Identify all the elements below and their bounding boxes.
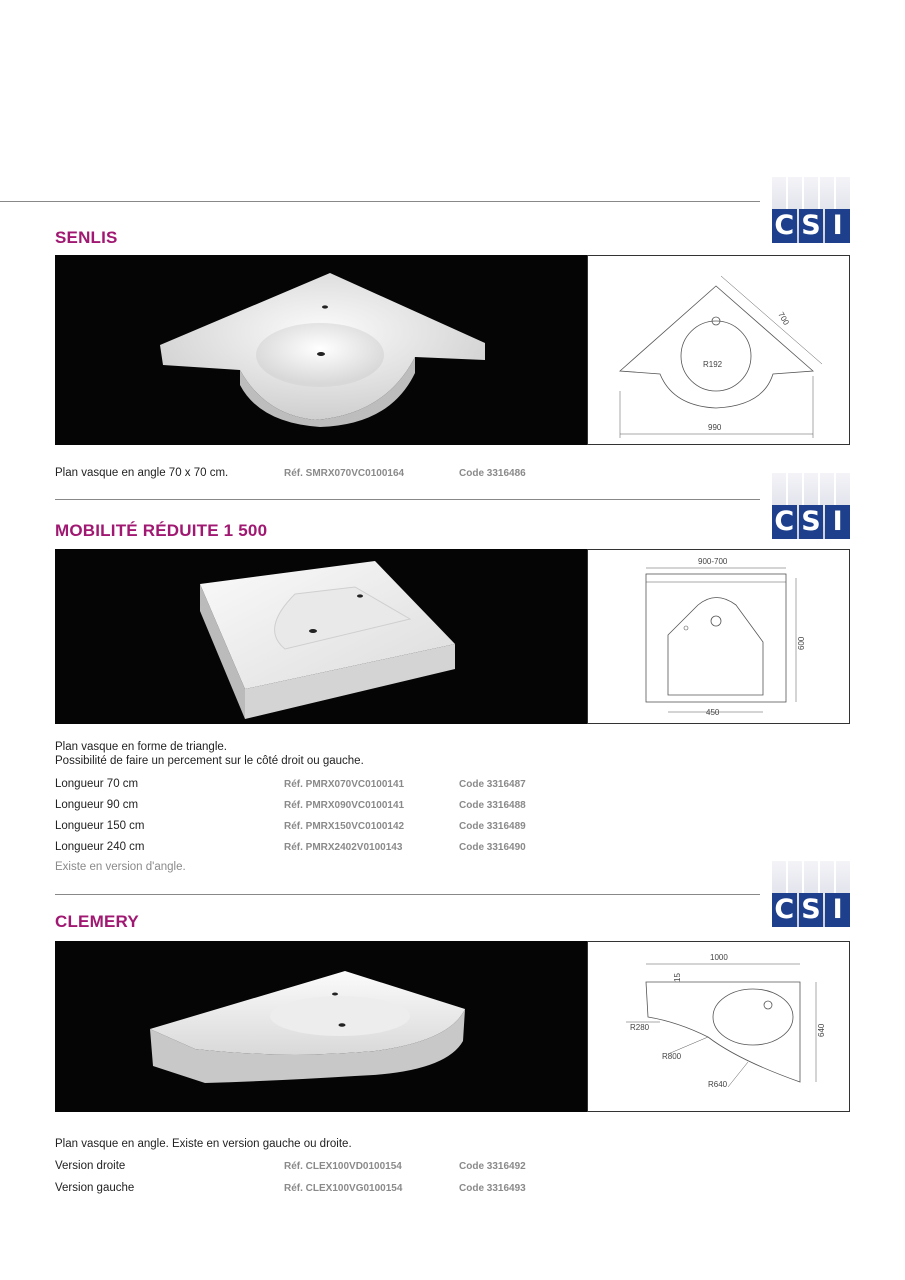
section-divider [55, 499, 760, 500]
product-code: Code 3316488 [459, 800, 526, 811]
variant-note: Existe en version d'angle. [55, 861, 186, 873]
variant-label: Version gauche [55, 1182, 135, 1194]
product-reference: Réf. PMRX070VC0100141 [284, 779, 405, 790]
product-description: Plan vasque en angle. Existe en version gauche ou droite. [55, 1138, 352, 1150]
product-description: Plan vasque en angle 70 x 70 cm. [55, 467, 229, 479]
technical-drawing [587, 255, 850, 445]
csi-logo: C S I [772, 177, 850, 243]
dimension-label: R800 [662, 1052, 682, 1061]
product-title: SENLIS [55, 228, 118, 247]
product-photo [55, 549, 587, 724]
product-description: Possibilité de faire un percement sur le côté droit ou gauche. [55, 755, 364, 767]
product-reference: Réf. CLEX100VD0100154 [284, 1161, 402, 1172]
product-reference: Réf. PMRX2402V0100143 [284, 842, 403, 853]
variant-label: Longueur 240 cm [55, 841, 145, 853]
csi-logo: C S I [772, 861, 850, 927]
dimension-label: 450 [706, 708, 720, 717]
product-reference: Réf. PMRX150VC0100142 [284, 821, 405, 832]
dimension-label: R192 [703, 360, 723, 369]
product-photo [55, 941, 587, 1112]
dimension-label: 1000 [710, 953, 728, 962]
variant-label: Longueur 70 cm [55, 778, 139, 790]
product-reference: Réf. PMRX090VC0100141 [284, 800, 405, 811]
dimension-label: R640 [708, 1080, 728, 1089]
technical-drawing [587, 941, 850, 1112]
dimension-label: 990 [708, 423, 722, 432]
product-code: Code 3316492 [459, 1161, 526, 1172]
product-code: Code 3316490 [459, 842, 526, 853]
dimension-label: R280 [630, 1023, 650, 1032]
dimension-label: 15 [673, 973, 682, 982]
dimension-label: 700 [776, 310, 791, 327]
dimension-label: 640 [817, 1023, 826, 1037]
product-reference: Réf. CLEX100VG0100154 [284, 1183, 403, 1194]
dimension-label: 900-700 [698, 557, 728, 566]
variant-label: Longueur 90 cm [55, 799, 139, 811]
product-title: MOBILITÉ RÉDUITE 1 500 [55, 521, 268, 540]
variant-label: Longueur 150 cm [55, 820, 145, 832]
csi-logo: C S I [772, 473, 850, 539]
product-photo [55, 255, 587, 445]
product-description: Plan vasque en forme de triangle. [55, 741, 227, 753]
product-code: Code 3316493 [459, 1183, 526, 1194]
section-divider [0, 201, 760, 202]
product-reference: Réf. SMRX070VC0100164 [284, 468, 405, 479]
technical-drawing [587, 549, 850, 724]
section-divider [55, 894, 760, 895]
product-code: Code 3316489 [459, 821, 526, 832]
product-title: CLEMERY [55, 912, 139, 931]
product-code: Code 3316486 [459, 468, 526, 479]
variant-label: Version droite [55, 1160, 126, 1172]
dimension-label: 600 [797, 636, 806, 650]
product-code: Code 3316487 [459, 779, 526, 790]
